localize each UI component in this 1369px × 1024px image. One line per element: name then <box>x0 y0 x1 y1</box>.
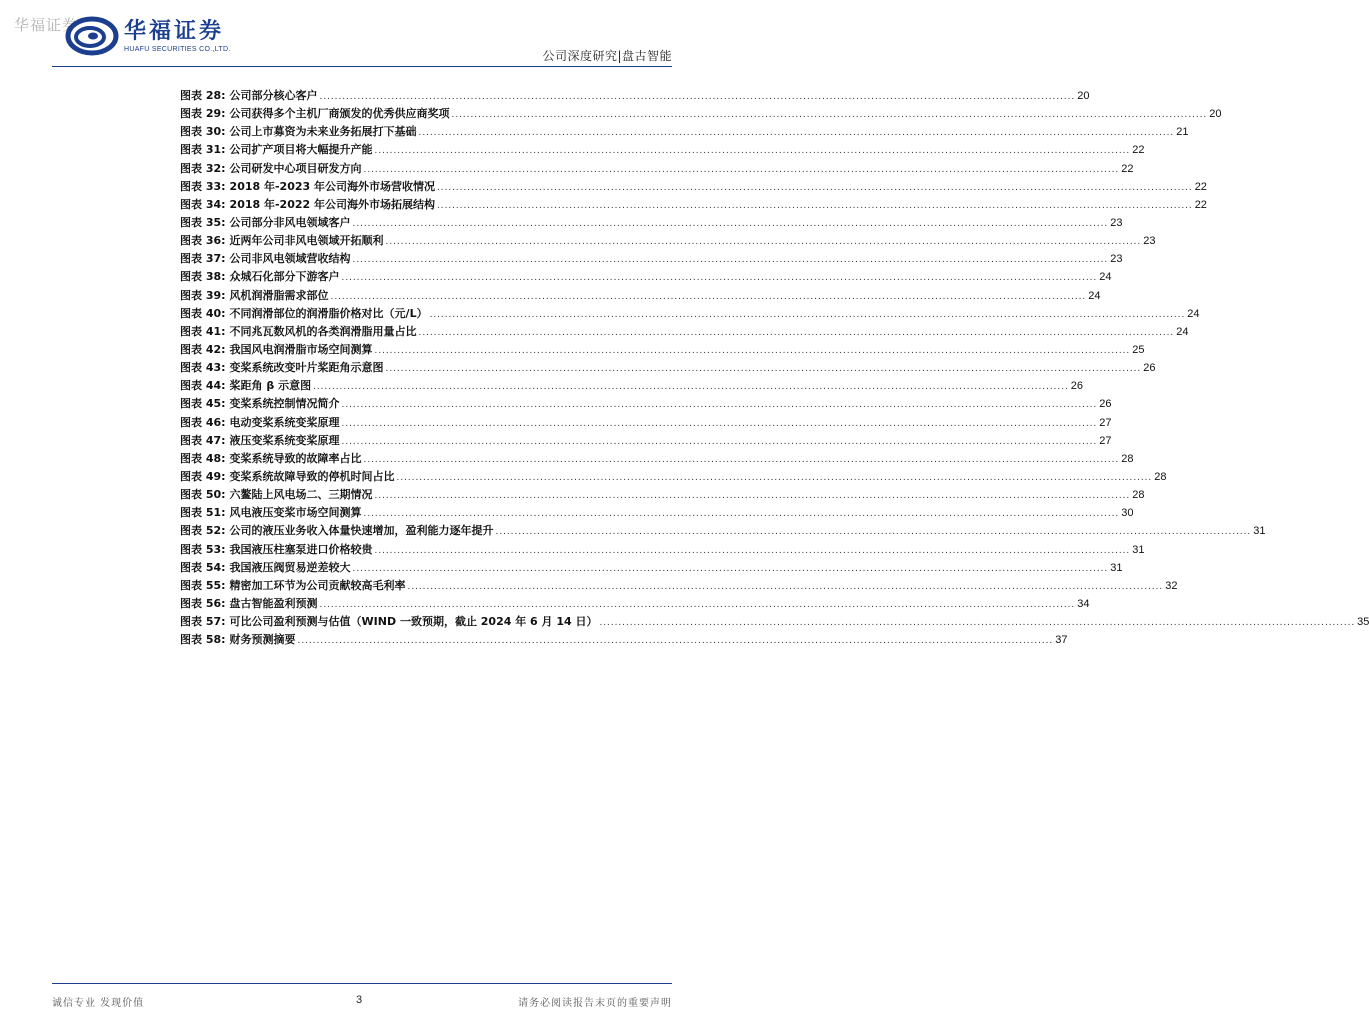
toc-entry-page: 21 <box>1176 126 1189 139</box>
toc-entry-text: 公司部分非风电领域客户 <box>229 215 351 229</box>
page-number: 3 <box>356 994 363 1006</box>
toc-entry[interactable] <box>180 214 1123 232</box>
toc-dot-leader: ........................................................................................................................................................................................................ <box>407 580 1164 592</box>
toc-entry[interactable] <box>180 450 1134 468</box>
toc-entry-title <box>180 486 373 504</box>
header-divider <box>52 66 672 67</box>
toc-entry-label: 图表 52: <box>180 524 226 538</box>
toc-entry-text: 变桨系统控制情况简介 <box>229 397 340 411</box>
toc-entry-text: 2018 年-2022 年公司海外市场拓展结构 <box>229 197 436 211</box>
toc-entry-text: 我国液压阀贸易逆差较大 <box>229 560 351 574</box>
toc-entry[interactable] <box>180 486 1145 504</box>
toc-dot-leader: ........................................................................................................................................................................................................ <box>418 127 1175 139</box>
toc-dot-leader: ........................................................................................................................................................................................................ <box>341 399 1098 411</box>
toc-entry-page: 28 <box>1132 489 1145 502</box>
toc-entry-text: 我国液压柱塞泵进口价格较贵 <box>229 542 373 556</box>
toc-entry-text: 公司的液压业务收入体量快速增加，盈利能力逐年提升 <box>229 524 494 538</box>
toc-dot-leader: ........................................................................................................................................................................................................ <box>330 290 1087 302</box>
toc-entry-title <box>180 595 318 613</box>
toc-entry[interactable] <box>180 377 1084 395</box>
toc-entry-page: 22 <box>1121 162 1134 175</box>
toc-entry-page: 35 <box>1357 616 1369 629</box>
toc-entry[interactable] <box>180 559 1123 577</box>
toc-entry-text: 2018 年-2023 年公司海外市场营收情况 <box>229 179 436 193</box>
toc-entry-label: 图表 58: <box>180 633 226 647</box>
toc-entry[interactable] <box>180 613 1369 631</box>
toc-dot-leader: ........................................................................................................................................................................................................ <box>429 308 1186 320</box>
toc-entry-page: 31 <box>1110 561 1123 574</box>
toc-entry-text: 变桨系统改变叶片桨距角示意图 <box>229 361 384 375</box>
toc-entry[interactable] <box>180 232 1156 250</box>
toc-entry-text: 变桨系统导致的故障率占比 <box>229 451 362 465</box>
toc-dot-leader: ........................................................................................................................................................................................................ <box>341 435 1098 447</box>
toc-entry-label: 图表 29: <box>180 107 226 121</box>
footer-disclaimer: 请务必阅读报告末页的重要声明 <box>518 998 672 1009</box>
toc-entry-page: 20 <box>1077 90 1090 102</box>
toc-entry[interactable] <box>180 522 1266 540</box>
toc-entry-title <box>180 341 373 359</box>
toc-entry-text: 精密加工环节为公司贡献较高毛利率 <box>229 578 406 592</box>
toc-entry[interactable] <box>180 595 1090 613</box>
toc-entry-label: 图表 48: <box>180 451 226 465</box>
toc-entry[interactable] <box>180 323 1189 341</box>
toc-entry-page: 31 <box>1132 543 1145 556</box>
toc-entry-title <box>180 287 329 305</box>
toc-entry[interactable] <box>180 105 1222 123</box>
toc-entry-page: 20 <box>1209 108 1222 121</box>
toc-entry-label: 图表 38: <box>180 270 226 284</box>
toc-entry-title <box>180 631 296 649</box>
toc-entry-label: 图表 39: <box>180 288 226 302</box>
toc-dot-leader: ........................................................................................................................................................................................................ <box>451 109 1208 121</box>
toc-entry-title <box>180 141 373 159</box>
toc-entry-title <box>180 87 318 105</box>
toc-entry-label: 图表 42: <box>180 342 226 356</box>
toc-entry-text: 公司上市募资为未来业务拓展打下基础 <box>229 125 417 139</box>
toc-dot-leader: ........................................................................................................................................................................................................ <box>599 617 1356 629</box>
toc-entry-title <box>180 468 395 486</box>
toc-entry-page: 24 <box>1187 307 1200 320</box>
toc-entry[interactable] <box>180 87 1090 105</box>
toc-entry[interactable] <box>180 577 1178 595</box>
figure-index <box>180 87 1369 649</box>
toc-entry-text: 我国风电润滑脂市场空间测算 <box>229 342 373 356</box>
toc-entry-label: 图表 40: <box>180 306 226 320</box>
footer-slogan: 诚信专业 发现价值 <box>52 998 145 1009</box>
toc-dot-leader: ........................................................................................................................................................................................................ <box>341 417 1098 429</box>
toc-entry[interactable] <box>180 160 1134 178</box>
toc-entry-label: 图表 57: <box>180 615 226 629</box>
toc-entry-title <box>180 541 373 559</box>
toc-entry-label: 图表 46: <box>180 415 226 429</box>
toc-entry[interactable] <box>180 504 1134 522</box>
toc-entry-title <box>180 504 362 522</box>
toc-dot-leader: ........................................................................................................................................................................................................ <box>418 326 1175 338</box>
toc-entry-page: 37 <box>1055 634 1068 647</box>
toc-entry-page: 28 <box>1121 452 1134 465</box>
toc-dot-leader: ........................................................................................................................................................................................................ <box>341 272 1098 284</box>
toc-entry-page: 26 <box>1143 362 1156 375</box>
toc-entry-page: 32 <box>1165 579 1178 592</box>
toc-dot-leader: ........................................................................................................................................................................................................ <box>374 490 1131 502</box>
toc-entry-text: 可比公司盈利预测与估值（WIND 一致预期，截止 2024 年 6 月 14 日） <box>229 615 598 629</box>
toc-entry[interactable] <box>180 359 1156 377</box>
toc-entry[interactable] <box>180 268 1112 286</box>
toc-entry-label: 图表 45: <box>180 397 226 411</box>
toc-entry-page: 26 <box>1070 380 1084 393</box>
toc-entry-text: 众城石化部分下游客户 <box>229 270 340 284</box>
toc-entry-page: 34 <box>1077 597 1090 610</box>
toc-entry-text: 风电液压变桨市场空间测算 <box>229 506 362 520</box>
swirl-logo-icon <box>66 16 118 56</box>
toc-entry-label: 图表 49: <box>180 469 226 483</box>
toc-entry-page: 27 <box>1099 416 1112 429</box>
toc-dot-leader: ........................................................................................................................................................................................................ <box>319 598 1076 610</box>
toc-entry-label: 图表 47: <box>180 433 226 447</box>
toc-entry-title <box>180 414 340 432</box>
toc-entry-title <box>180 559 351 577</box>
brand-name-en: HUAFU SECURITIES CO.,LTD. <box>124 45 231 53</box>
toc-entry-label: 图表 44: <box>180 379 226 393</box>
toc-entry-title <box>180 450 362 468</box>
toc-dot-leader: ........................................................................................................................................................................................................ <box>396 471 1153 483</box>
toc-entry-text: 公司获得多个主机厂商颁发的优秀供应商奖项 <box>229 107 450 121</box>
toc-entry-page: 22 <box>1194 198 1207 211</box>
toc-entry-label: 图表 37: <box>180 252 226 266</box>
toc-entry-title <box>180 196 435 214</box>
toc-entry-text: 公司非风电领域营收结构 <box>229 252 351 266</box>
toc-entry[interactable] <box>180 287 1101 305</box>
toc-entry-label: 图表 35: <box>180 215 226 229</box>
toc-entry-page: 24 <box>1176 325 1189 338</box>
toc-entry[interactable] <box>180 631 1068 649</box>
toc-entry-title <box>180 214 351 232</box>
toc-entry-text: 公司扩产项目将大幅提升产能 <box>229 143 373 157</box>
toc-dot-leader: ........................................................................................................................................................................................................ <box>495 526 1252 538</box>
toc-entry[interactable] <box>180 178 1207 196</box>
toc-entry-title <box>180 232 384 250</box>
toc-entry-text: 不同润滑部位的润滑脂价格对比（元/L） <box>229 306 428 320</box>
toc-entry-title <box>180 613 598 631</box>
toc-entry[interactable] <box>180 468 1167 486</box>
report-type-label: 公司深度研究|盘古智能 <box>542 49 672 63</box>
toc-dot-leader: ........................................................................................................................................................................................................ <box>352 254 1109 266</box>
toc-entry-text: 盘古智能盈利预测 <box>229 596 318 610</box>
toc-entry-page: 23 <box>1110 216 1123 229</box>
toc-dot-leader: ........................................................................................................................................................................................................ <box>313 381 1069 393</box>
toc-entry-text: 桨距角 β 示意图 <box>229 379 312 393</box>
brand-name-cn: 华福证券 <box>124 18 225 44</box>
toc-dot-leader: ........................................................................................................................................................................................................ <box>363 163 1120 175</box>
toc-entry-title <box>180 250 351 268</box>
toc-entry-title <box>180 323 417 341</box>
toc-entry[interactable] <box>180 341 1145 359</box>
watermark: 华福证券 <box>14 16 79 34</box>
toc-entry-label: 图表 30: <box>180 125 226 139</box>
toc-entry[interactable] <box>180 196 1207 214</box>
brand-logo <box>66 16 231 56</box>
toc-entry-text: 六鳌陆上风电场二、三期情况 <box>229 488 373 502</box>
toc-entry-title <box>180 577 406 595</box>
toc-dot-leader: ........................................................................................................................................................................................................ <box>385 236 1142 248</box>
toc-dot-leader: ........................................................................................................................................................................................................ <box>385 363 1142 375</box>
toc-entry-label: 图表 51: <box>180 506 226 520</box>
toc-entry-title <box>180 522 494 540</box>
toc-entry-page: 28 <box>1154 470 1167 483</box>
toc-entry-text: 公司研发中心项目研发方向 <box>229 161 362 175</box>
toc-dot-leader: ........................................................................................................................................................................................................ <box>297 635 1054 647</box>
toc-entry[interactable] <box>180 250 1123 268</box>
toc-entry-label: 图表 55: <box>180 578 226 592</box>
toc-entry-title <box>180 178 435 196</box>
toc-entry[interactable] <box>180 305 1200 323</box>
toc-entry-title <box>180 305 428 323</box>
toc-entry-label: 图表 32: <box>180 161 226 175</box>
toc-entry-title <box>180 268 340 286</box>
toc-entry-text: 公司部分核心客户 <box>229 89 318 102</box>
toc-dot-leader: ........................................................................................................................................................................................................ <box>363 453 1120 465</box>
toc-dot-leader: ........................................................................................................................................................................................................ <box>374 145 1131 157</box>
toc-entry-page: 24 <box>1099 271 1112 284</box>
toc-entry-page: 23 <box>1143 235 1156 248</box>
toc-entry-page: 22 <box>1132 144 1145 157</box>
toc-entry-title <box>180 105 450 123</box>
toc-entry-label: 图表 31: <box>180 143 226 157</box>
toc-entry-label: 图表 28: <box>180 89 226 102</box>
toc-entry-page: 22 <box>1194 180 1207 193</box>
toc-dot-leader: ........................................................................................................................................................................................................ <box>352 562 1109 574</box>
toc-entry-label: 图表 54: <box>180 560 226 574</box>
toc-entry-page: 24 <box>1088 289 1101 302</box>
toc-entry[interactable] <box>180 432 1112 450</box>
toc-dot-leader: ........................................................................................................................................................................................................ <box>352 217 1109 229</box>
toc-entry-label: 图表 36: <box>180 234 226 248</box>
toc-entry-label: 图表 50: <box>180 488 226 502</box>
toc-dot-leader: ........................................................................................................................................................................................................ <box>374 344 1131 356</box>
toc-entry-title <box>180 377 311 395</box>
toc-dot-leader: ........................................................................................................................................................................................................ <box>374 544 1131 556</box>
toc-entry-title <box>180 359 384 377</box>
toc-entry[interactable] <box>180 541 1145 559</box>
toc-dot-leader: ........................................................................................................................................................................................................ <box>437 199 1193 211</box>
toc-entry-text: 电动变桨系统变桨原理 <box>229 415 340 429</box>
toc-entry-page: 23 <box>1110 253 1123 266</box>
toc-entry-label: 图表 43: <box>180 361 226 375</box>
toc-entry-text: 财务预测摘要 <box>229 633 296 647</box>
toc-entry-title <box>180 160 362 178</box>
toc-entry[interactable] <box>180 141 1145 159</box>
toc-entry-label: 图表 33: <box>180 179 226 193</box>
toc-entry-text: 变桨系统故障导致的停机时间占比 <box>229 469 395 483</box>
toc-dot-leader: ........................................................................................................................................................................................................ <box>363 508 1120 520</box>
toc-entry-page: 26 <box>1099 398 1112 411</box>
toc-dot-leader: ........................................................................................................................................................................................................ <box>437 181 1193 193</box>
toc-entry[interactable] <box>180 395 1112 413</box>
toc-entry-page: 31 <box>1253 525 1266 538</box>
toc-entry-label: 图表 56: <box>180 596 226 610</box>
toc-entry-title <box>180 432 340 450</box>
toc-entry[interactable] <box>180 123 1189 141</box>
toc-entry-label: 图表 53: <box>180 542 226 556</box>
toc-entry-label: 图表 41: <box>180 324 226 338</box>
toc-entry-text: 不同兆瓦数风机的各类润滑脂用量占比 <box>229 324 417 338</box>
toc-entry-title <box>180 395 340 413</box>
toc-entry-page: 25 <box>1132 343 1145 356</box>
toc-entry-title <box>180 123 417 141</box>
toc-entry-page: 30 <box>1121 507 1134 520</box>
toc-entry[interactable] <box>180 414 1112 432</box>
footer-divider <box>52 983 672 984</box>
toc-entry-text: 风机润滑脂需求部位 <box>229 288 329 302</box>
toc-entry-page: 27 <box>1099 434 1112 447</box>
toc-dot-leader: ........................................................................................................................................................................................................ <box>319 91 1076 102</box>
toc-entry-label: 图表 34: <box>180 197 226 211</box>
toc-entry-text: 液压变桨系统变桨原理 <box>229 433 340 447</box>
toc-entry-text: 近两年公司非风电领域开拓顺利 <box>229 234 384 248</box>
